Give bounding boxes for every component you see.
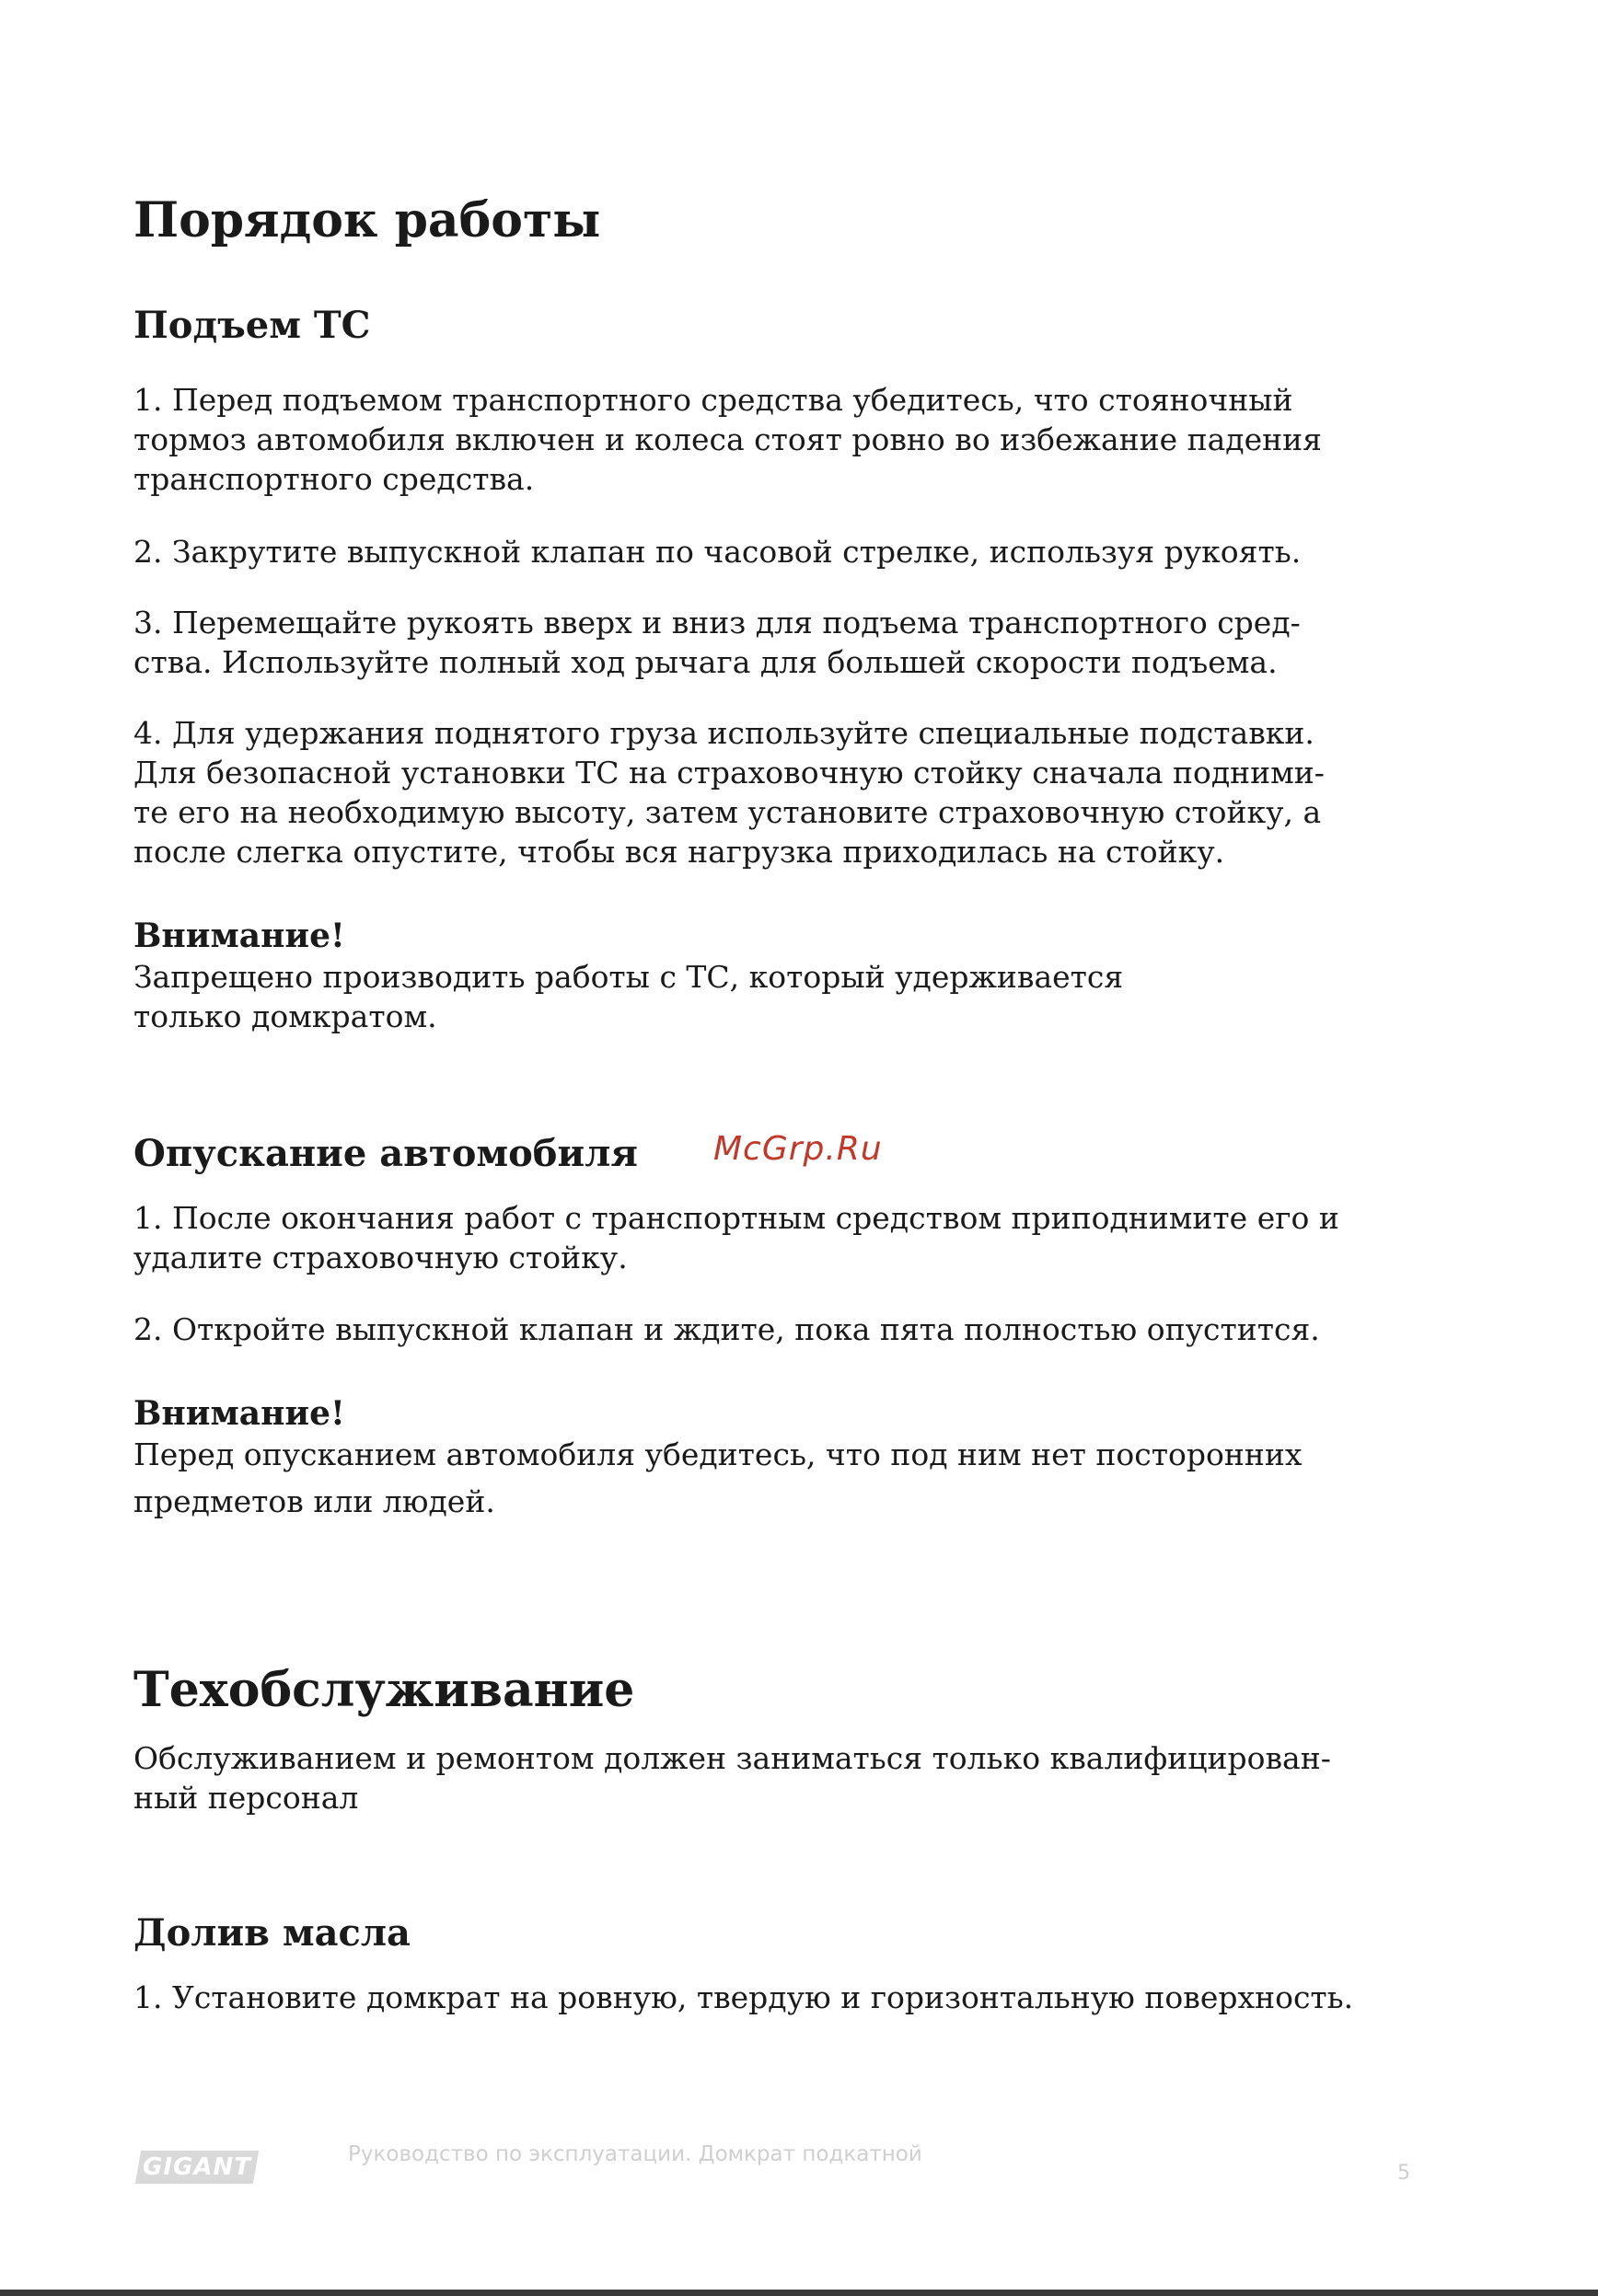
- text-line: Обслуживанием и ремонтом должен заниматься только квалифицирован-: [133, 1740, 1331, 1776]
- page-number: 5: [1397, 2162, 1410, 2185]
- text-line: транспортного средства.: [133, 461, 535, 497]
- text-line: удалите страховочную стойку.: [133, 1240, 628, 1275]
- work-order-heading: Порядок работы: [133, 192, 601, 248]
- text-line: 3. Перемещайте рукоять вверх и вниз для подъема транспортного сред-: [133, 605, 1301, 640]
- text-line: предметов или людей.: [133, 1483, 495, 1519]
- watermark-text: McGrp.Ru: [713, 1130, 883, 1168]
- lifting-step-2: [133, 532, 1459, 571]
- lifting-warning: [133, 916, 1459, 1036]
- oil-heading: Долив масла: [133, 1911, 411, 1955]
- bottom-edge-rule: [0, 2290, 1598, 2296]
- brand-logo: [135, 2151, 259, 2184]
- lowering-step-1: [133, 1198, 1459, 1277]
- brand-logo-text: GIGANT: [143, 2153, 251, 2181]
- text-line: 4. Для удержания поднятого груза используйте специальные подставки.: [133, 715, 1314, 751]
- text-line: 1. Перед подъемом транспортного средства убедитесь, что стояночный: [133, 382, 1293, 418]
- lifting-step-3: [133, 603, 1459, 682]
- text-line: Для безопасной установки ТС на страховочную стойку сначала подними-: [133, 755, 1325, 790]
- lowering-step-2: [133, 1310, 1459, 1349]
- warning-title: Внимание!: [133, 1394, 345, 1433]
- text-line: 2. Закрутите выпускной клапан по часовой стрелке, используя рукоять.: [133, 534, 1302, 570]
- maintenance-heading: Техобслуживание: [133, 1662, 635, 1718]
- text-line: 1. После окончания работ с транспортным средством приподнимите его и: [133, 1200, 1339, 1236]
- text-line: Перед опусканием автомобиля убедитесь, что под ним нет посторонних: [133, 1436, 1303, 1472]
- lowering-warning: [133, 1393, 1459, 1521]
- text-line: 2. Откройте выпускной клапан и ждите, пока пята полностью опустится.: [133, 1311, 1320, 1347]
- lifting-heading: Подъем ТС: [133, 304, 371, 347]
- lowering-heading: Опускание автомобиля: [133, 1132, 638, 1175]
- oil-step-1: [133, 1978, 1459, 2017]
- footer-manual-title: Руководство по эксплуатации. Домкрат подкатной: [348, 2142, 922, 2166]
- lifting-step-1: [133, 380, 1459, 499]
- text-line: только домкратом.: [133, 998, 437, 1034]
- maintenance-text: [133, 1738, 1459, 1817]
- text-line: тормоз автомобиля включен и колеса стоят ровно во избежание падения: [133, 421, 1322, 457]
- text-line: 1. Установите домкрат на ровную, твердую и горизонтальную поверхность.: [133, 1979, 1354, 2015]
- text-line: после слегка опустите, чтобы вся нагрузка приходилась на стойку.: [133, 834, 1225, 870]
- text-line: ный персонал: [133, 1780, 359, 1816]
- warning-title: Внимание!: [133, 917, 345, 955]
- text-line: те его на необходимую высоту, затем установите страховочную стойку, а: [133, 794, 1322, 830]
- text-line: Запрещено производить работы с ТС, который удерживается: [133, 959, 1124, 995]
- lifting-step-4: [133, 713, 1459, 871]
- text-line: ства. Используйте полный ход рычага для большей скорости подъема.: [133, 644, 1278, 680]
